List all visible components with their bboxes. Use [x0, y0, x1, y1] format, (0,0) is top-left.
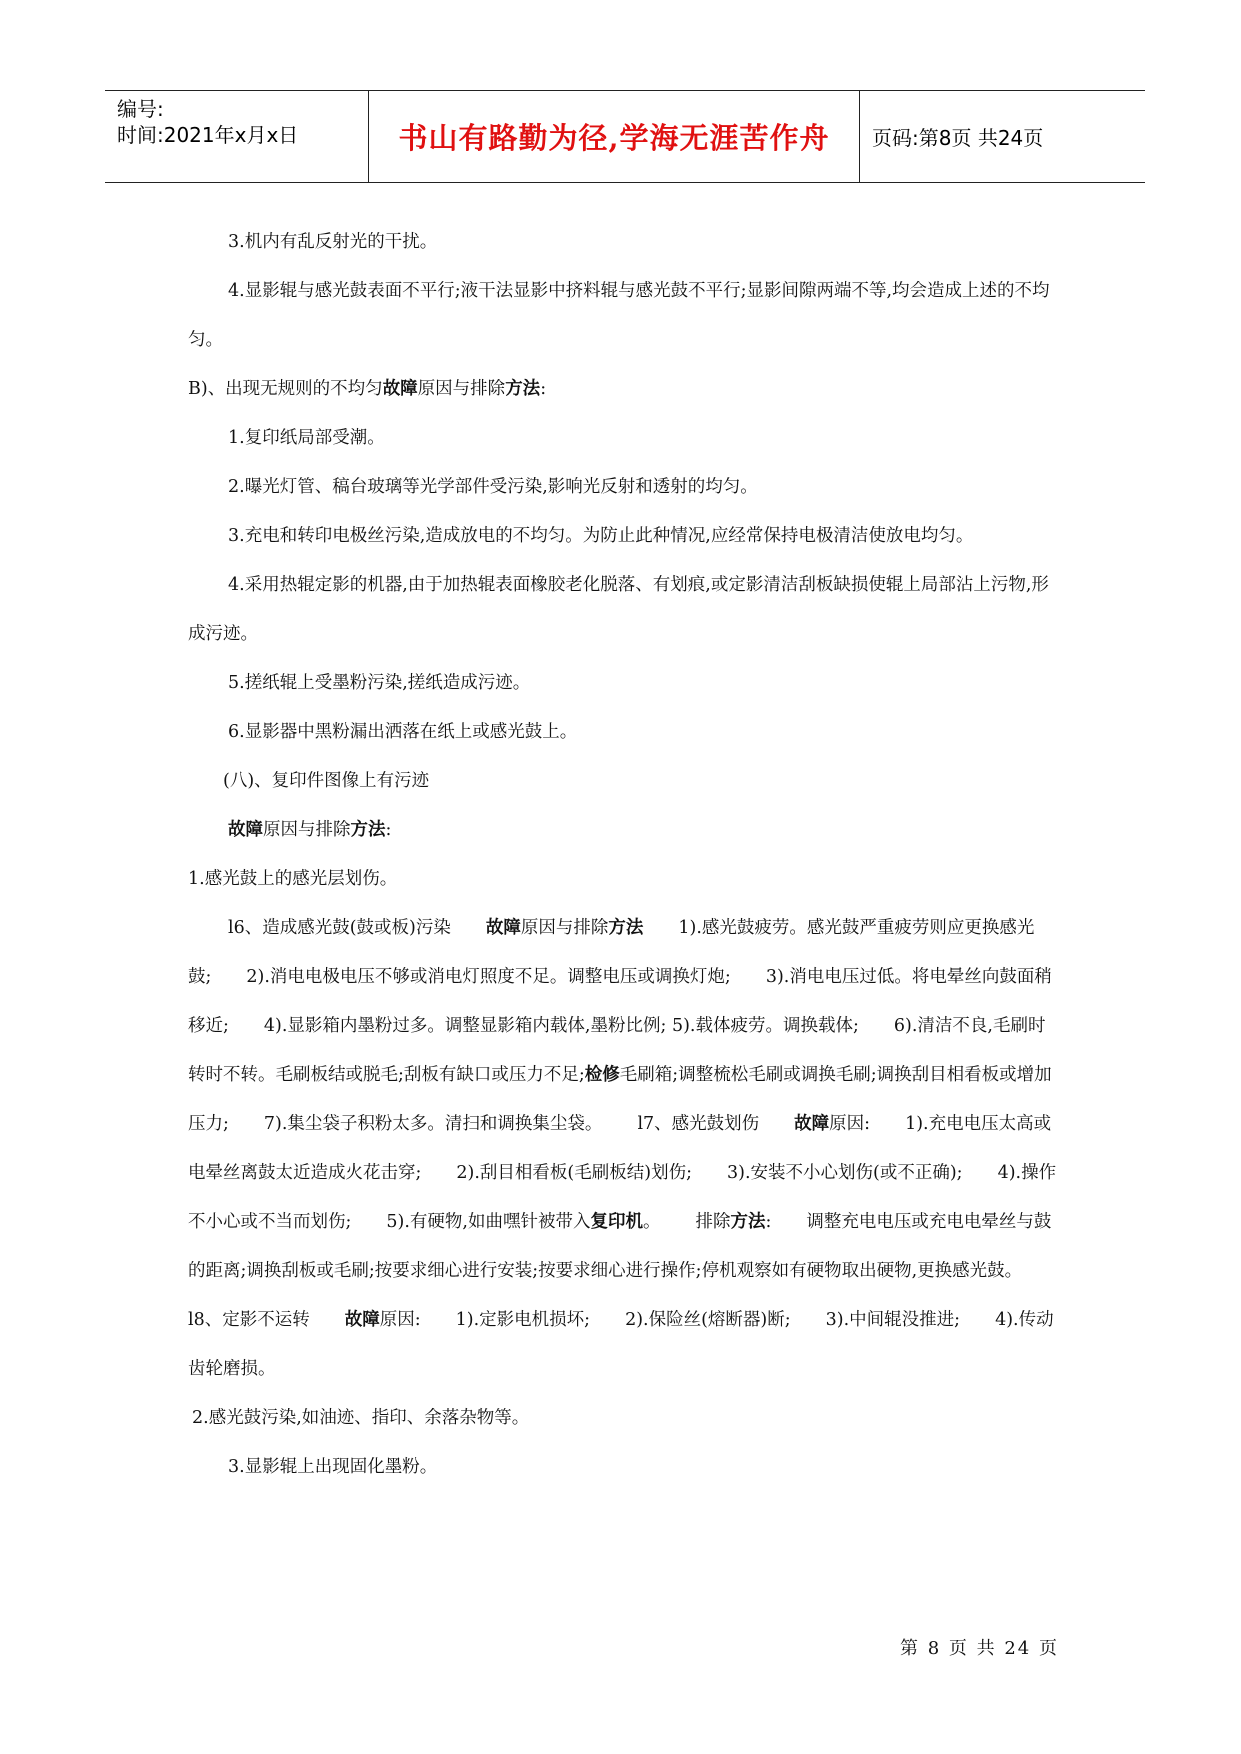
paragraph: 3.充电和转印电极丝污染,造成放电的不均匀。为防止此种情况,应经常保持电极清洁使放电均匀。	[228, 526, 974, 546]
paragraph: 3.机内有乱反射光的干扰。	[228, 232, 438, 252]
document-time-label: 时间:2021年x月x日	[117, 123, 299, 147]
page-header	[105, 90, 1145, 183]
paragraph: 3.显影辊上出现固化墨粉。	[228, 1457, 438, 1477]
paragraph: 4.显影辊与感光鼓表面不平行;液干法显影中挤料辊与感光鼓不平行;显影间隙两端不等,均会造成上述的不均匀。	[188, 281, 1050, 350]
paragraph: 2.曝光灯管、稿台玻璃等光学部件受污染,影响光反射和透射的均匀。	[228, 477, 758, 497]
paragraph: 5.搓纸辊上受墨粉污染,搓纸造成污迹。	[228, 673, 531, 693]
paragraph: 1.感光鼓上的感光层划伤。	[188, 869, 398, 889]
paragraph: 6.显影器中黑粉漏出洒落在纸上或感光鼓上。	[228, 722, 578, 742]
section-heading: (八)、复印件图像上有污迹	[223, 771, 430, 791]
header-meta-cell	[105, 91, 369, 182]
paragraph: 1.复印纸局部受潮。	[228, 428, 385, 448]
header-page-label: 页码:第8页 共24页	[872, 126, 1044, 150]
paragraph: 2.感光鼓污染,如油迹、指印、余落杂物等。	[192, 1408, 530, 1428]
paragraph-long: l6、造成感光鼓(鼓或板)污染 故障原因与排除方法 1).感光鼓疲劳。感光鼓严重疲劳则应更换感光鼓; 2).消电电极电压不够或消电灯照度不足。调整电压或调换灯炮; 3).消电电压过低。将电晕丝向鼓面稍移近; 4).显影箱内墨粉过多。调整显影箱内载体,墨粉比例; 5).载体疲劳。调换载体; 6).清洁不良,毛刷时转时不转。毛刷板结或脱毛;刮板有缺口或压力不足;检修毛刷箱;调整梳松毛刷或调换毛刷;调换刮目相看板或增加压力; 7).集尘袋子积粉太多。清扫和调换集尘袋。 l7、感光鼓划伤 故障原因: 1).充电电压太高或电晕丝离鼓太近造成火花击穿; 2).刮目相看板(毛刷板结)划伤; 3).安装不小心划伤(或不正确); 4).操作不小心或不当而划伤; 5).有硬物,如曲嘿针被带入复印机。 排除方法: 调整充电电压或充电电晕丝与鼓的距离;调换刮板或毛刷;按要求细心进行安装;按要求细心进行操作;停机观察如有硬物取出硬物,更换感光鼓。 l8、定影不运转 故障原因: 1).定影电机损坏; 2).保险丝(熔断器)断; 3).中间辊没推进; 4).传动齿轮磨损。	[188, 918, 1057, 1379]
header-motto: 书山有路勤为径,学海无涯苦作舟	[369, 91, 860, 182]
document-number-label: 编号:	[117, 97, 164, 121]
section-heading: B)、出现无规则的不均匀故障原因与排除方法:	[188, 379, 547, 399]
document-body	[188, 218, 1060, 1492]
section-subheading: 故障原因与排除方法:	[228, 820, 392, 840]
page-footer: 第 8 页 共 24 页	[900, 1638, 1059, 1659]
paragraph: 4.采用热辊定影的机器,由于加热辊表面橡胶老化脱落、有划痕,或定影清洁刮板缺损使辊上局部沾上污物,形成污迹。	[188, 575, 1049, 644]
